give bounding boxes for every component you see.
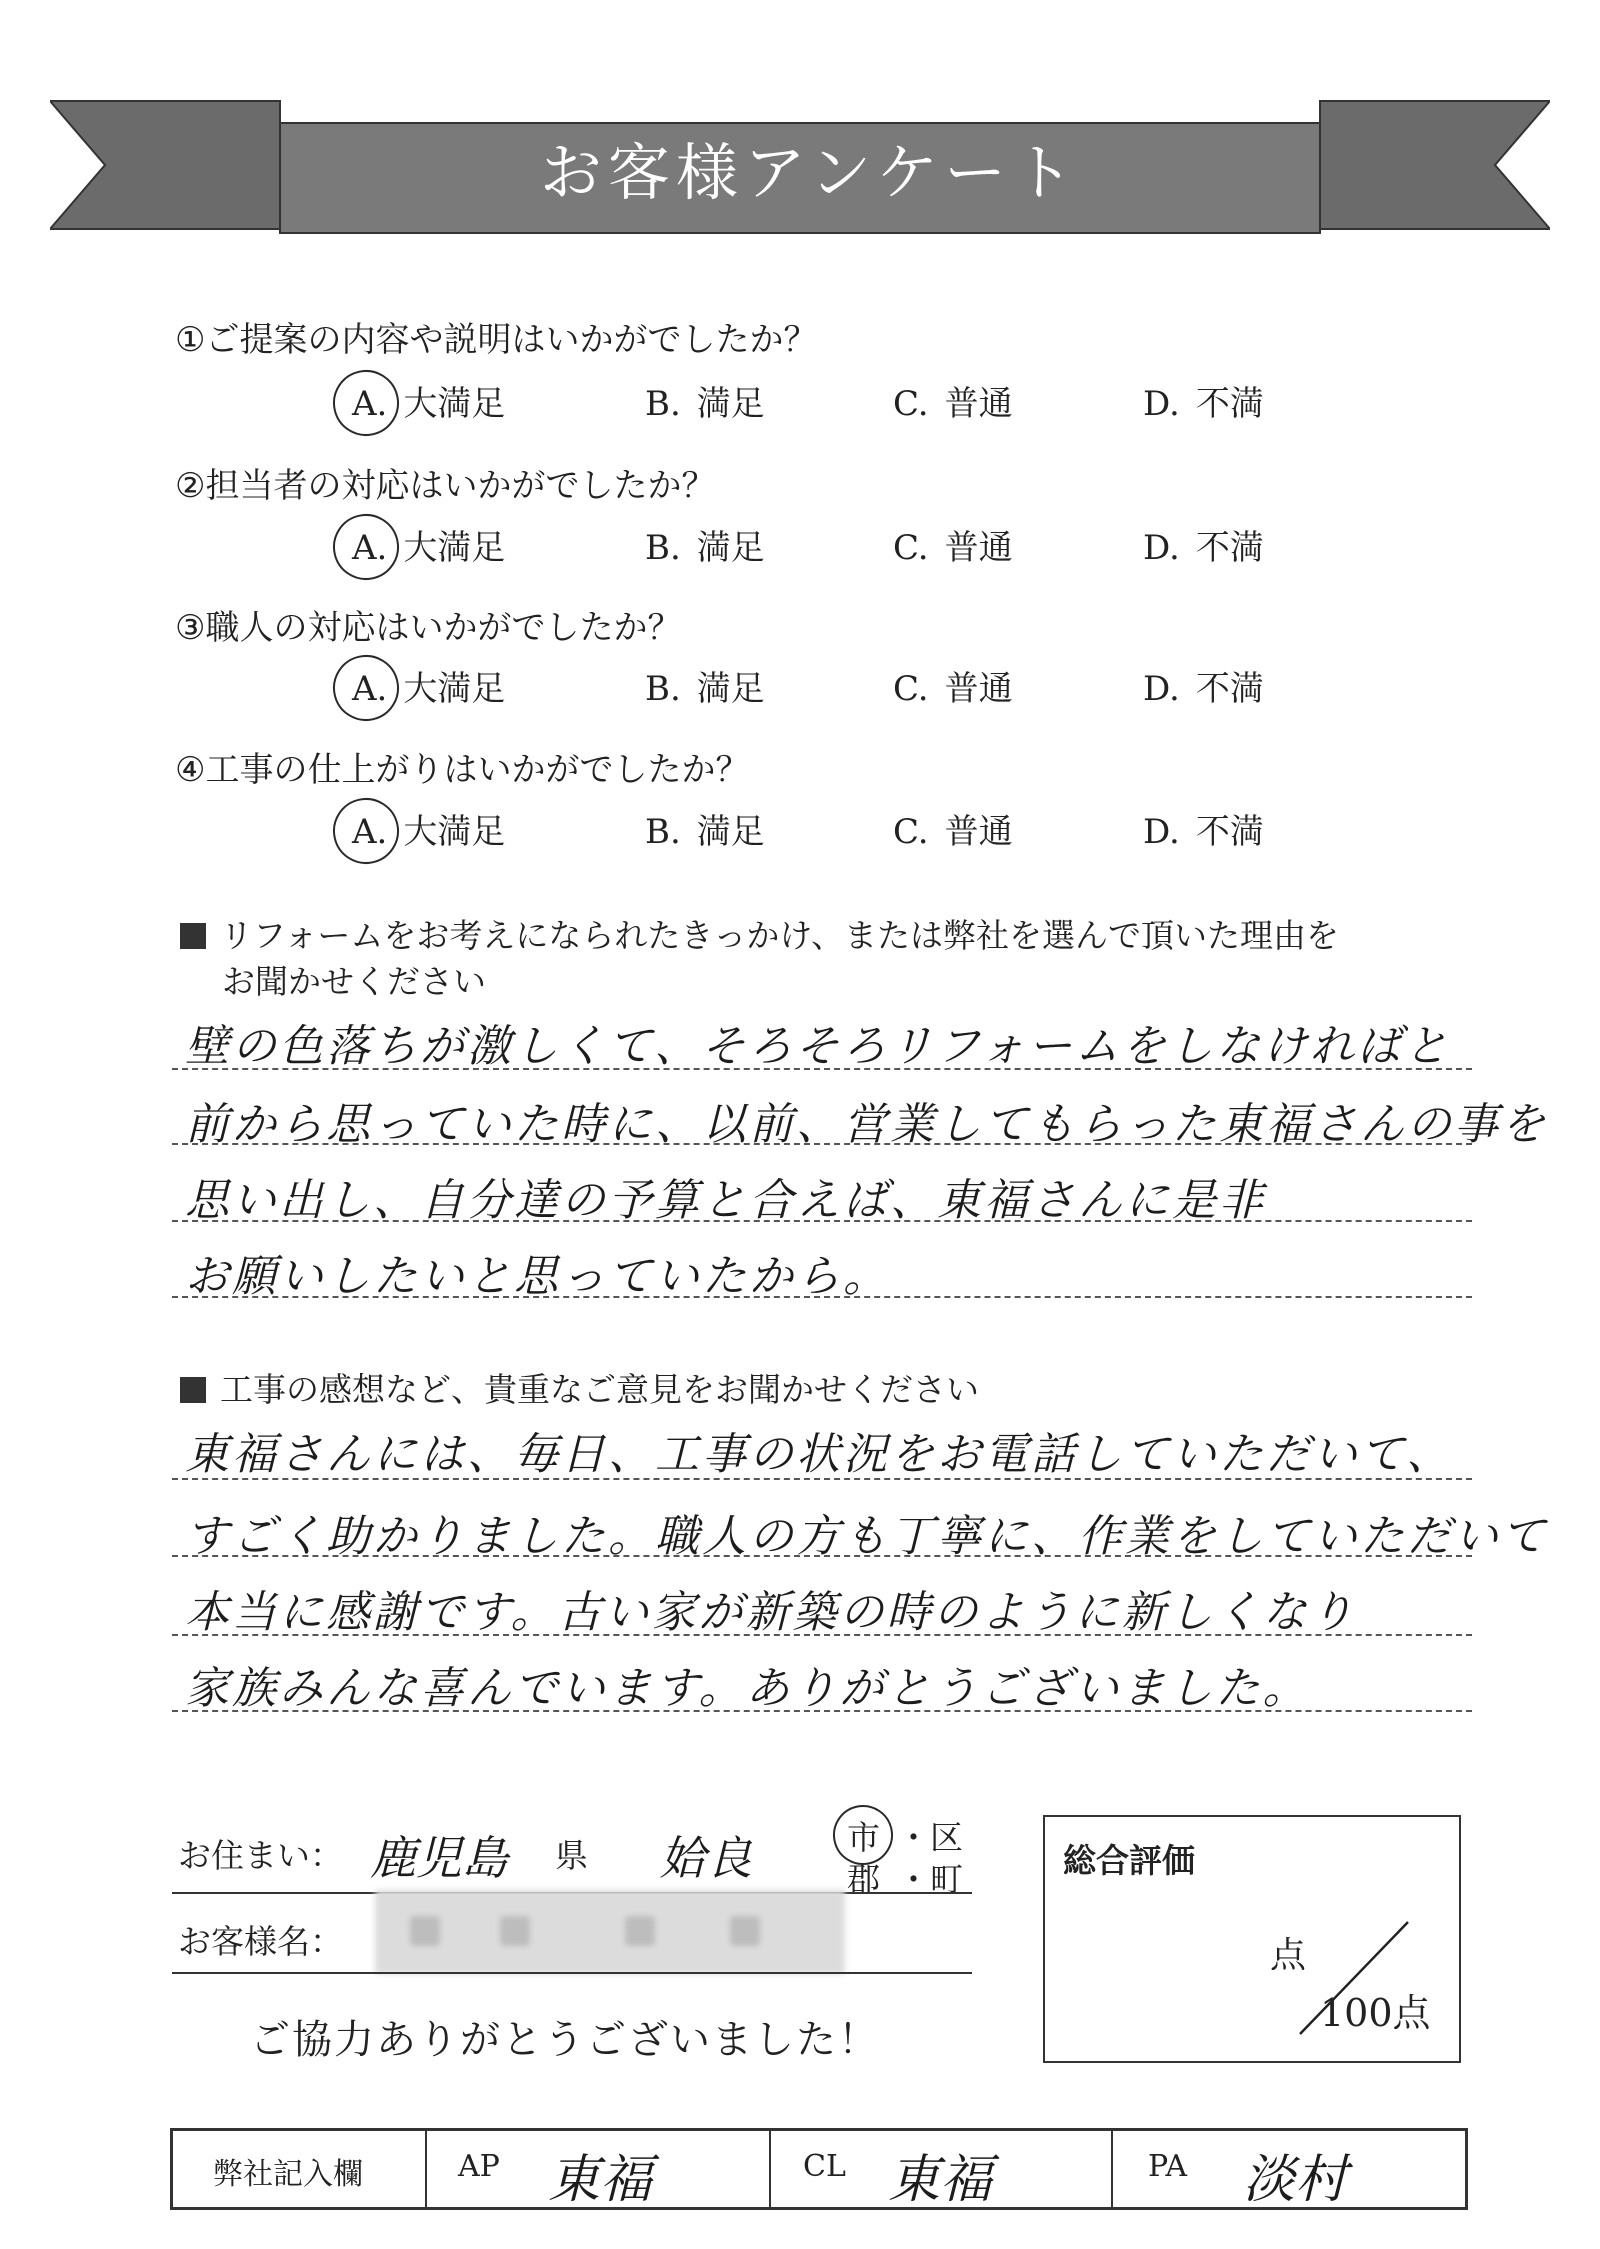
option-c[interactable]: C. 普通 — [893, 528, 1013, 568]
prefecture-suffix: 県 — [555, 1836, 588, 1875]
section-2-answer-line: 本当に感謝です。古い家が新築の時のように新しくなり — [185, 1587, 1357, 1638]
address-city: 姶良 — [660, 1831, 752, 1885]
option-d[interactable]: D. 不満 — [1143, 812, 1264, 852]
option-b[interactable]: B. 満足 — [645, 528, 765, 568]
option-b[interactable]: B. 満足 — [645, 669, 765, 709]
option-a[interactable]: A. 大満足 — [352, 812, 506, 852]
pa-value: 淡村 — [1243, 2150, 1348, 2210]
square-bullet-icon — [180, 1377, 206, 1403]
dashed-rule — [172, 1068, 1472, 1070]
option-d[interactable]: D. 不満 — [1143, 384, 1264, 424]
dashed-rule — [172, 1634, 1472, 1636]
option-b[interactable]: B. 満足 — [645, 384, 765, 424]
dashed-rule — [172, 1296, 1472, 1298]
redacted-customer-name — [375, 1890, 845, 1974]
overall-rating-box — [1043, 1815, 1461, 2063]
page-title: お客様アンケート — [539, 136, 1081, 209]
cl-value: 東福 — [888, 2150, 993, 2210]
dashed-rule — [172, 1710, 1472, 1712]
option-c[interactable]: C. 普通 — [893, 669, 1013, 709]
section-1-heading-cont: お聞かせください — [222, 962, 486, 1001]
question-3: ③職人の対応はいかがでしたか？ — [175, 608, 682, 648]
dashed-rule — [172, 1143, 1472, 1145]
cl-label: CL — [803, 2149, 846, 2184]
dashed-rule — [172, 1555, 1472, 1557]
section-1-answer-line: 思い出し、自分達の予算と合えば、東福さんに是非 — [185, 1175, 1266, 1226]
table-divider — [769, 2131, 771, 2207]
office-use-label: 弊社記入欄 — [213, 2157, 363, 2192]
table-divider — [425, 2131, 427, 2207]
customer-name-underline — [172, 1972, 972, 1974]
section-1-heading: リフォームをお考えになられたきっかけ、または弊社を選んで頂いた理由を — [180, 910, 1339, 957]
pa-label: PA — [1148, 2149, 1188, 2184]
option-d[interactable]: D. 不満 — [1143, 528, 1264, 568]
option-c[interactable]: C. 普通 — [893, 384, 1013, 424]
customer-name-label: お客様名： — [178, 1922, 343, 1961]
banner-ribbon-right — [1320, 101, 1550, 229]
suffix-cho: ・町 — [897, 1860, 963, 1899]
address-prefecture: 鹿児島 — [370, 1831, 508, 1885]
address-label: お住まい： — [178, 1836, 343, 1875]
office-use-table — [170, 2128, 1468, 2210]
thanks-message: ご協力ありがとうございました！ — [250, 2017, 880, 2063]
option-c[interactable]: C. 普通 — [893, 812, 1013, 852]
rating-points-label: 点 — [1270, 1935, 1307, 1976]
table-divider — [1111, 2131, 1113, 2207]
section-1-answer-line: お願いしたいと思っていたから。 — [185, 1251, 890, 1302]
option-a[interactable]: A. 大満足 — [352, 384, 506, 424]
ap-label: AP — [458, 2149, 500, 2184]
section-1-answer-line: 壁の色落ちが激しくて、そろそろリフォームをしなければと — [185, 1021, 1451, 1072]
option-a[interactable]: A. 大満足 — [352, 669, 506, 709]
option-b[interactable]: B. 満足 — [645, 812, 765, 852]
section-2-answer-line: すごく助かりました。職人の方も丁寧に、作業をしていただいて — [185, 1511, 1548, 1562]
question-4: ④工事の仕上がりはいかがでしたか？ — [175, 750, 750, 790]
rating-max-label: 100点 — [1320, 1991, 1431, 2035]
option-a[interactable]: A. 大満足 — [352, 528, 506, 568]
dashed-rule — [172, 1220, 1472, 1222]
question-1: ①ご提案の内容や説明はいかがでしたか？ — [175, 320, 818, 360]
suffix-gun: 郡 — [847, 1860, 880, 1899]
suffix-ku: ・区 — [897, 1818, 963, 1857]
suffix-shi: 市 — [847, 1818, 880, 1857]
section-2-answer-line: 東福さんには、毎日、工事の状況をお電話していただいて、 — [185, 1429, 1454, 1480]
square-bullet-icon — [180, 923, 206, 949]
question-2: ②担当者の対応はいかがでしたか？ — [175, 466, 716, 506]
section-2-heading: 工事の感想など、貴重なご意見をお聞かせください — [180, 1364, 979, 1411]
rating-title: 総合評価 — [1063, 1841, 1195, 1880]
section-1-answer-line: 前から思っていた時に、以前、営業してもらった東福さんの事を — [185, 1099, 1548, 1150]
ap-value: 東福 — [548, 2150, 653, 2210]
option-d[interactable]: D. 不満 — [1143, 669, 1264, 709]
section-2-answer-line: 家族みんな喜んでいます。ありがとうございました。 — [185, 1663, 1310, 1714]
banner-ribbon-left — [50, 101, 280, 229]
dashed-rule — [172, 1478, 1472, 1480]
